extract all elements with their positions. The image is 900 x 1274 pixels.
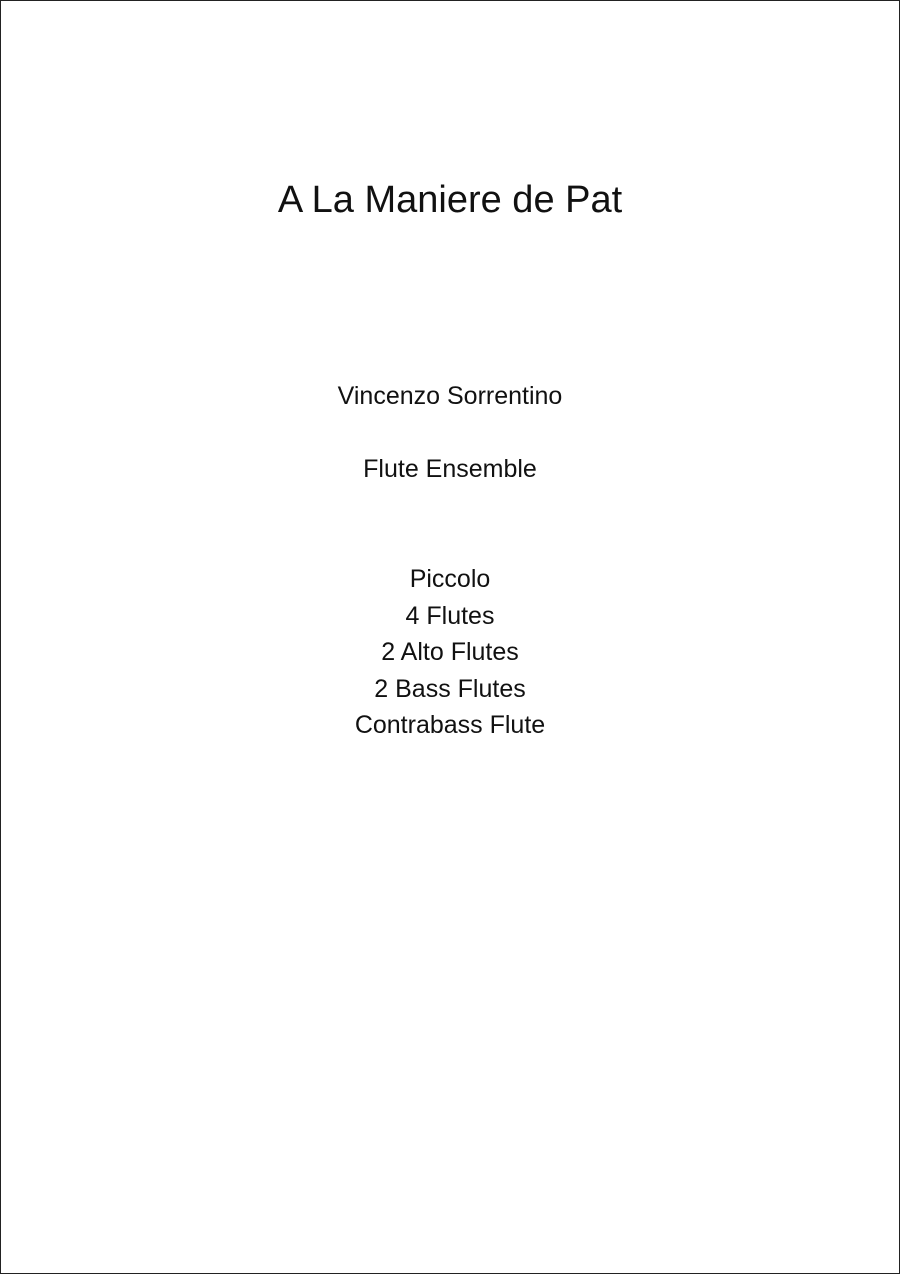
instrument-item: 2 Bass Flutes <box>374 674 526 703</box>
instrument-item: 2 Alto Flutes <box>381 638 519 666</box>
ensemble-type: Flute Ensemble <box>363 455 537 483</box>
piece-title: A La Maniere de Pat <box>277 179 623 221</box>
instrument-item: 4 Flutes <box>405 601 495 630</box>
instrument-item: Piccolo <box>409 565 491 593</box>
composer-name: Vincenzo Sorrentino <box>337 382 563 410</box>
instrument-item: Contrabass Flute <box>354 711 546 739</box>
instrumentation-list <box>1 561 899 744</box>
